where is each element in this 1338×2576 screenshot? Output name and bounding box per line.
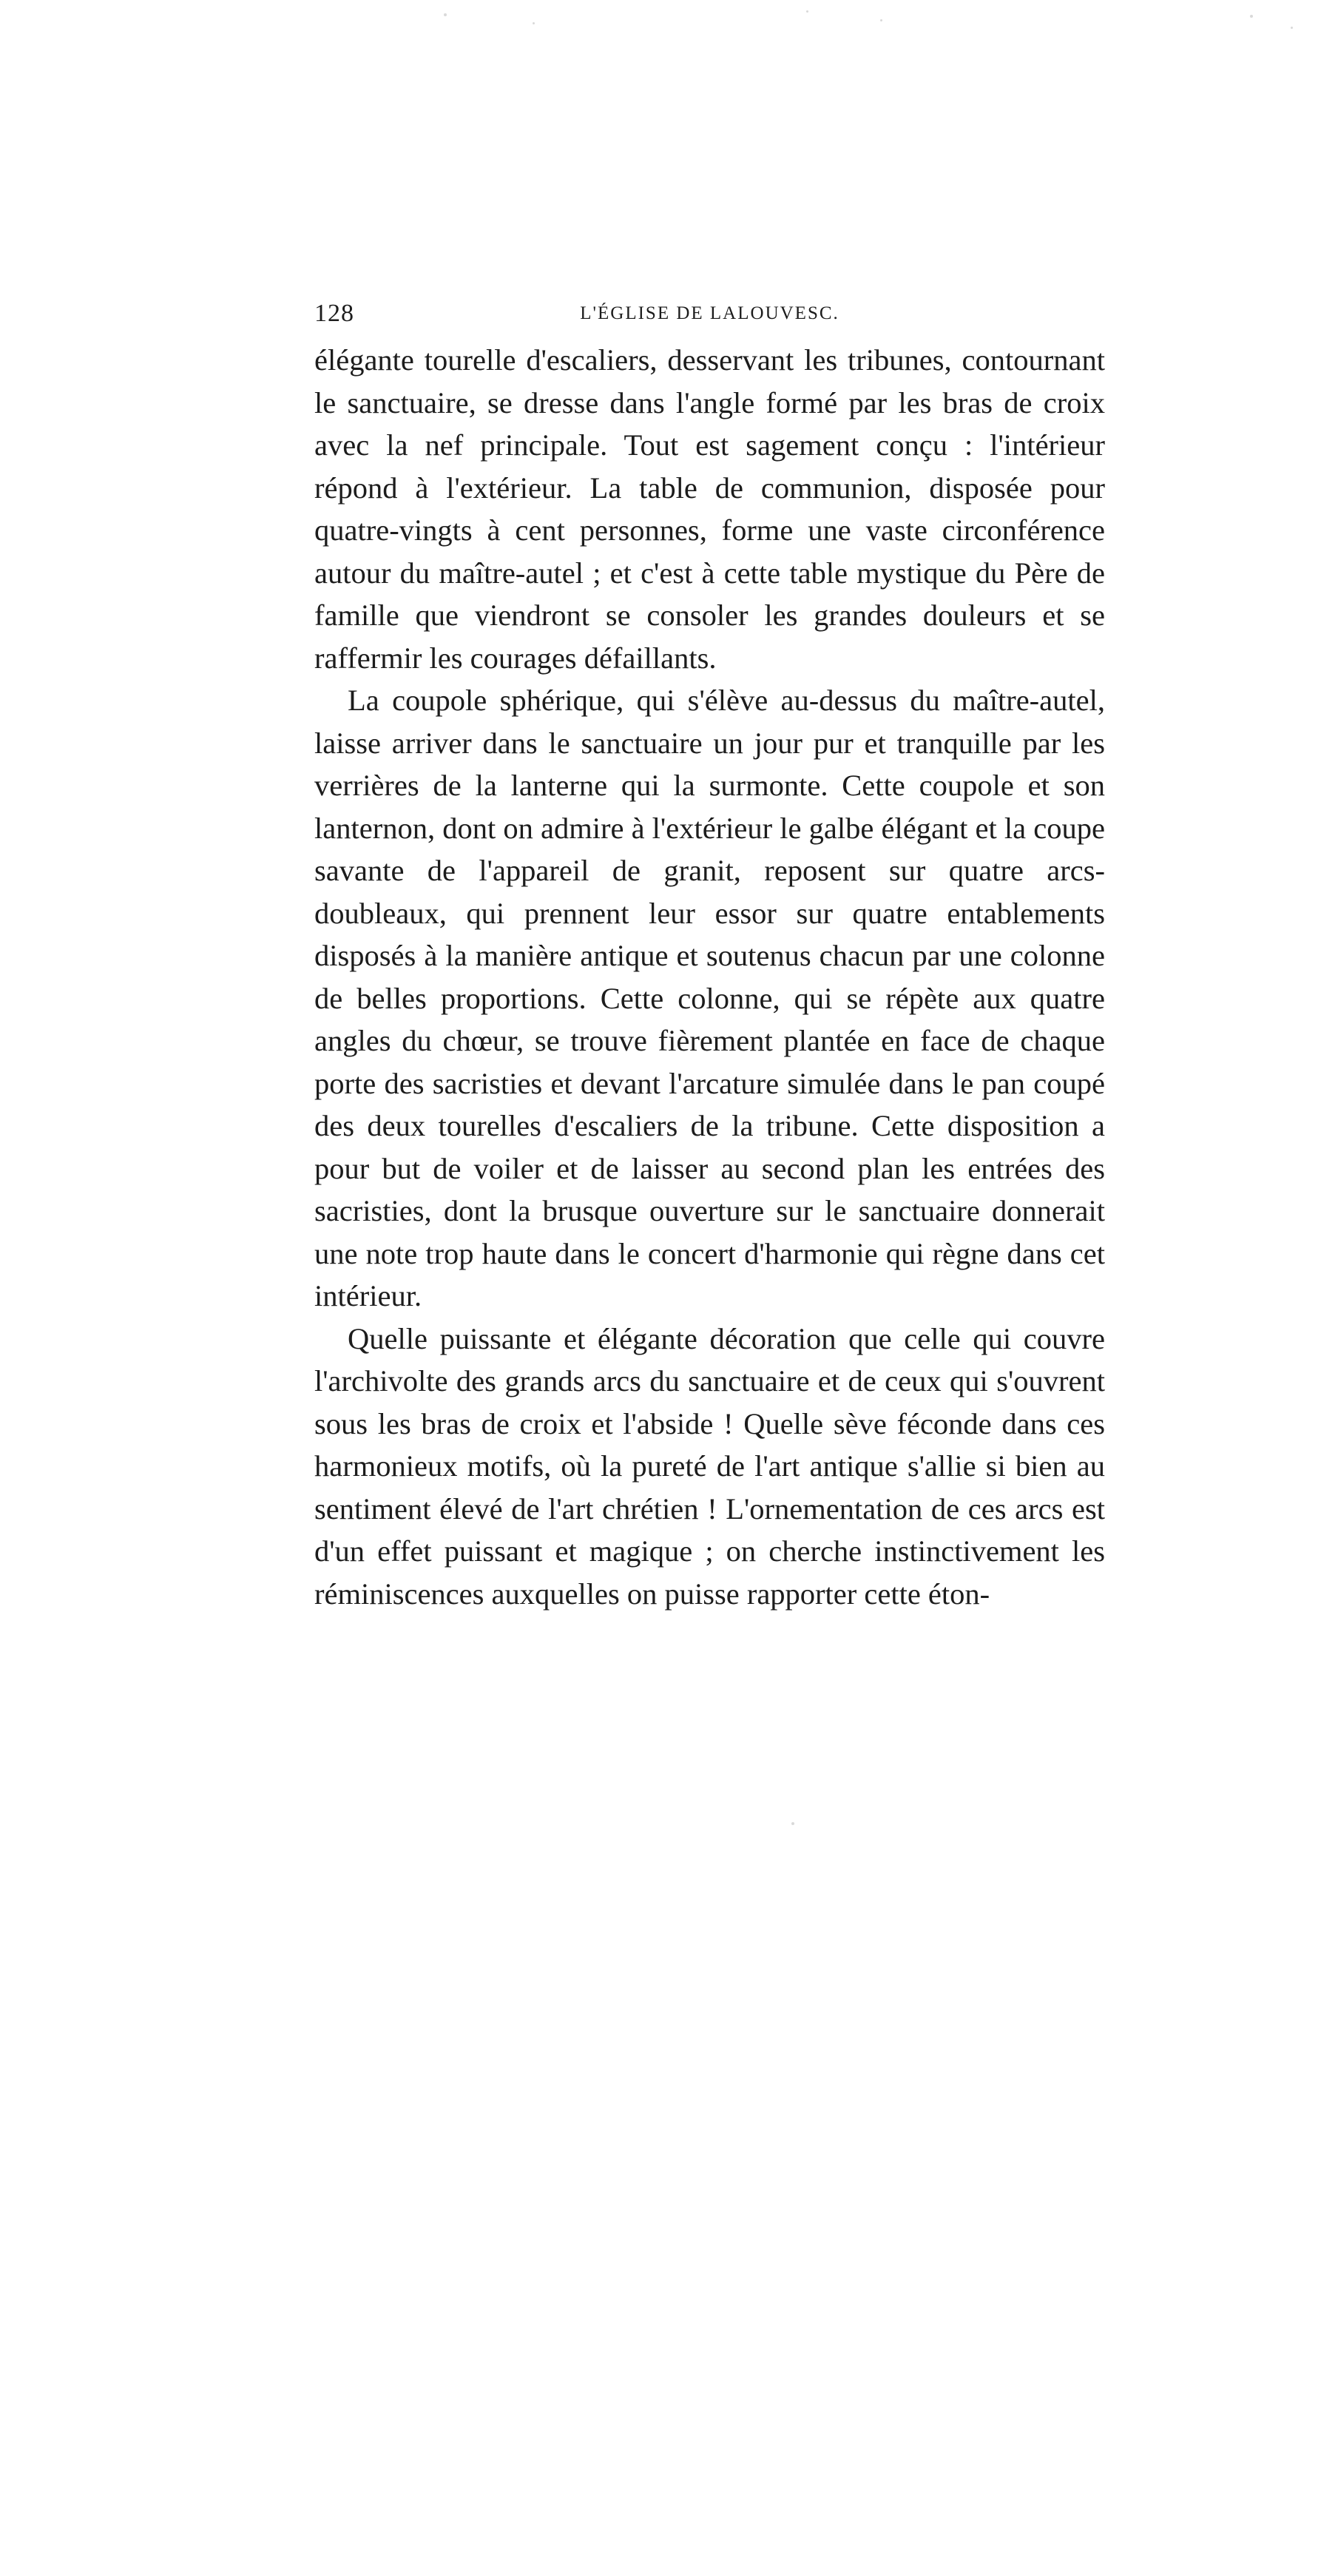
scan-speck: [791, 1822, 794, 1825]
scan-speck: [880, 19, 882, 21]
scan-speck: [806, 10, 808, 13]
scan-speck: [533, 22, 535, 24]
paragraph-2: La coupole sphérique, qui s'élève au-dessus du maître-autel, laisse arriver dans le sanctuaire un jour pur et tranquille par les verrières de la lanterne qui la surmonte. Cette coupole et son lanternon, dont on admire à l'extérieur le galbe élégant et la coupe savante de l'appareil de granit, reposent sur quatre arcs-doubleaux, qui prennent leur essor sur quatre entablements disposés à la manière antique et soutenus chacun par une colonne de belles proportions. Cette colonne, qui se répète aux quatre angles du chœur, se trouve fièrement plantée en face de chaque porte des sacristies et devant l'arcature simulée dans le pan coupé des deux tourelles d'escaliers de la tribune. Cette disposition a pour but de voiler et de laisser au second plan les entrées des sacristies, dont la brusque ouverture sur le sanctuaire donnerait une note trop haute dans le concert d'harmonie qui règne dans cet intérieur.: [314, 684, 1105, 1312]
running-title: L'ÉGLISE DE LALOUVESC.: [580, 303, 839, 323]
scan-speck: [1250, 15, 1253, 18]
paragraph-3: Quelle puissante et élégante décoration que celle qui couvre l'archivolte des grands arcs du sanctuaire et de ceux qui s'ouvrent sous les bras de croix et l'abside ! Quelle sève féconde dans ces harmonieux motifs, où la pureté de l'art antique s'allie si bien au sentiment élevé de l'art chrétien ! L'ornementation de ces arcs est d'un effet puissant et magique ; on cherche instinctivement les réminiscences auxquelles on puisse rapporter cette éton-: [314, 1321, 1105, 1611]
page-number: 128: [314, 300, 354, 327]
body-text: [314, 339, 1105, 1615]
scan-speck: [1291, 27, 1293, 29]
scan-speck: [444, 13, 447, 16]
paragraph-1: élégante tourelle d'escaliers, desservant les tribunes, contournant le sanctuaire, se dresse dans l'angle formé par les bras de croix avec la nef principale. Tout est sagement conçu : l'intérieur répond à l'extérieur. La table de communion, disposée pour quatre-vingts à cent personnes, forme une vaste circonférence autour du maître-autel ; et c'est à cette table mystique du Père de famille que viendront se consoler les grandes douleurs et se raffermir les courages défaillants.: [314, 343, 1105, 675]
page-header: [314, 299, 1105, 328]
